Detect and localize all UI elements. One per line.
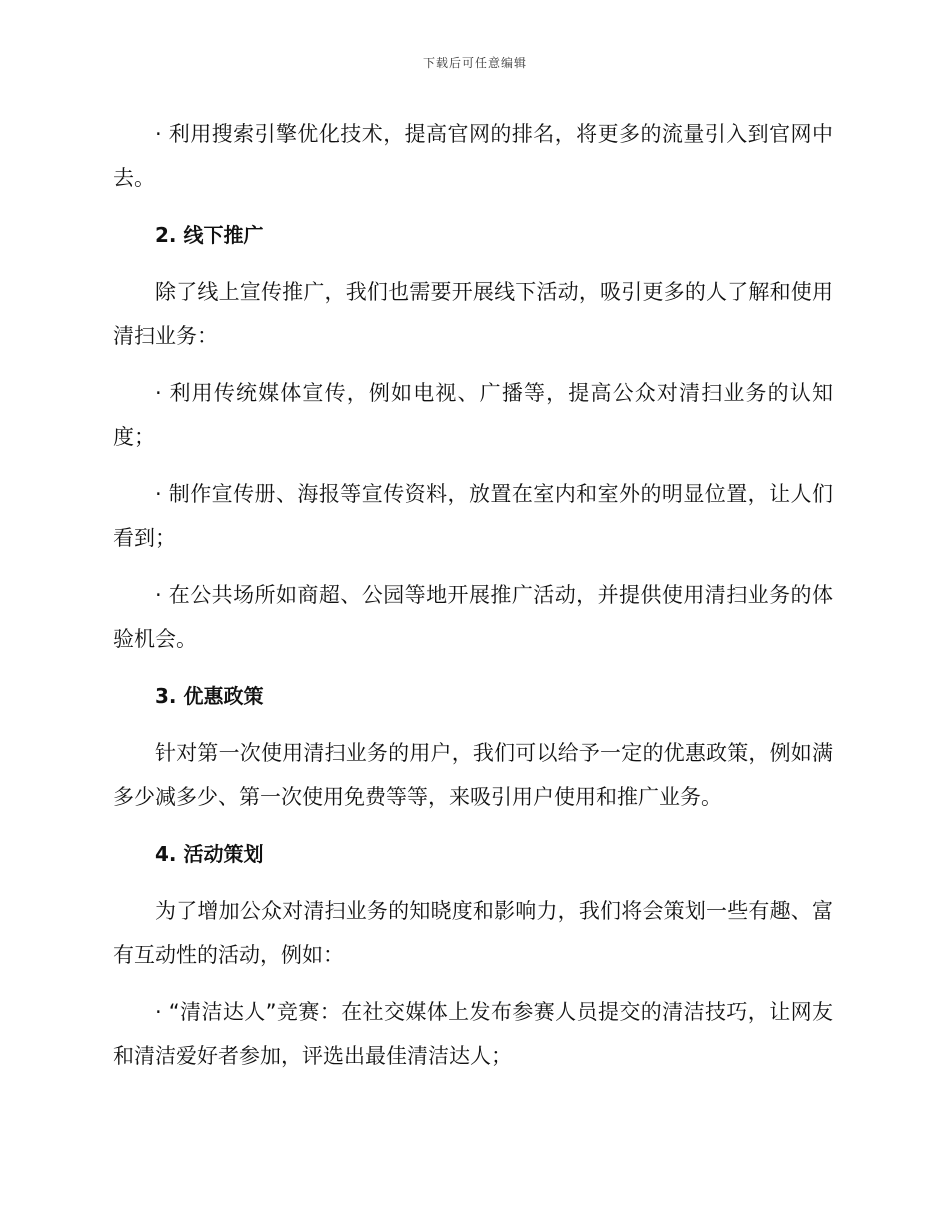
- paragraph-offline-intro: 除了线上宣传推广，我们也需要开展线下活动，吸引更多的人了解和使用清扫业务：: [113, 280, 833, 348]
- paragraph-events-intro: 为了增加公众对清扫业务的知晓度和影响力，我们将会策划一些有趣、富有互动性的活动，例如：: [113, 899, 833, 967]
- section-heading-events: 4. 活动策划: [155, 842, 264, 866]
- section-heading-discounts: 3. 优惠政策: [155, 684, 264, 708]
- paragraph-discounts: 针对第一次使用清扫业务的用户，我们可以给予一定的优惠政策，例如满多少减多少、第一次使用免费等等，来吸引用户使用和推广业务。: [113, 741, 833, 809]
- bullet-public-events: · 在公共场所如商超、公园等地开展推广活动，并提供使用清扫业务的体验机会。: [113, 583, 833, 651]
- bullet-seo: · 利用搜索引擎优化技术，提高官网的排名，将更多的流量引入到官网中去。: [113, 122, 833, 190]
- section-heading-offline: 2. 线下推广: [155, 223, 264, 247]
- bullet-traditional-media: · 利用传统媒体宣传，例如电视、广播等，提高公众对清扫业务的认知度；: [113, 381, 833, 449]
- document-body: [113, 112, 833, 1091]
- header-note: 下载后可任意编辑: [422, 56, 527, 70]
- bullet-cleaning-contest: · “清洁达人”竞赛：在社交媒体上发布参赛人员提交的清洁技巧，让网友和清洁爱好者参加，评选出最佳清洁达人；: [113, 1000, 833, 1068]
- bullet-brochures: · 制作宣传册、海报等宣传资料，放置在室内和室外的明显位置，让人们看到；: [113, 482, 833, 550]
